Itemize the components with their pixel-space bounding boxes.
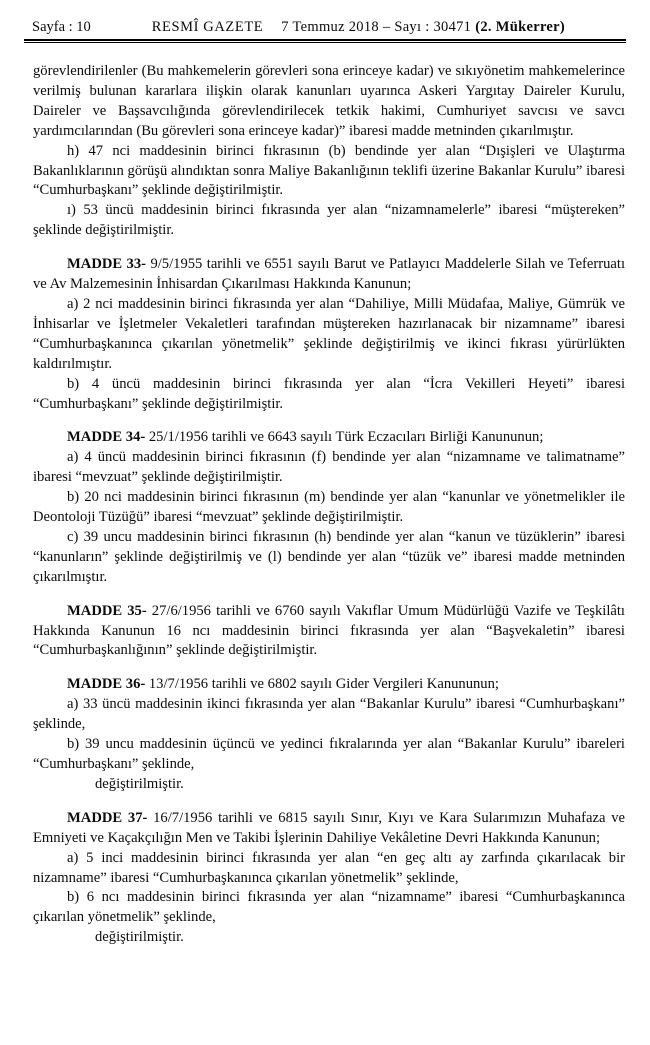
madde-37-label: MADDE 37- xyxy=(67,809,148,826)
gazette-title: RESMÎ GAZETE xyxy=(151,19,264,35)
madde-34-item-b: b) 20 nci maddesinin birinci fıkrasının (m) bendinde yer alan “kanunlar ve yönetmelikler ile Deontoloji Tüzüğü” ibaresi “mevzuat” şeklinde değiştirilmiştir. xyxy=(33,489,625,526)
madde-34-label: MADDE 34- xyxy=(67,429,146,446)
page-running-header xyxy=(24,0,626,34)
madde-37-text: 16/7/1956 tarihli ve 6815 sayılı Sınır, Kıyı ve Kara Sularımızın Muhafaza ve Emniyeti ve Kaçakçılığın Men ve Takibi İşlerinin Dahiliye Vekâletine Devri Hakkında Kanunun; xyxy=(33,809,625,846)
spacer xyxy=(33,241,625,255)
madde-36-item-a: a) 33 üncü maddesinin ikinci fıkrasında yer alan “Bakanlar Kurulu” ibaresi “Cumhurbaşkanı” şeklinde, xyxy=(33,696,625,733)
spacer xyxy=(33,588,625,602)
header-row xyxy=(24,20,626,35)
madde-34-text: 25/1/1956 tarihli ve 6643 sayılı Türk Eczacıları Birliği Kanununun; xyxy=(145,429,544,446)
madde-36-label: MADDE 36- xyxy=(67,676,146,693)
spacer xyxy=(33,414,625,428)
madde-36-item-b: b) 39 uncu maddesinin üçüncü ve yedinci fıkralarında yer alan “Bakanlar Kurulu” ibareleri “Cumhurbaşkanı” şeklinde, xyxy=(33,736,625,772)
madde-33-item-b: b) 4 üncü maddesinin birinci fıkrasında yer alan “İcra Vekilleri Heyeti” ibaresi “Cumhurbaşkanı” şeklinde değiştirilmiştir. xyxy=(33,375,625,412)
spacer xyxy=(33,661,625,675)
madde-33-heading xyxy=(33,255,625,295)
madde-36-heading xyxy=(33,675,625,695)
madde-34-heading xyxy=(33,428,625,448)
madde-37-item-b: b) 6 ncı maddesinin birinci fıkrasında yer alan “nizamname” ibaresi “Cumhurbaşkanınca çıkarılan yönetmelik” şeklinde, xyxy=(33,889,625,926)
madde-36-text: 13/7/1956 tarihli ve 6802 sayılı Gider Vergileri Kanununun; xyxy=(145,676,499,693)
body-column xyxy=(33,43,625,948)
madde-34-item-c: c) 39 uncu maddesinin birinci fıkrasının (h) bendinde yer alan “kanun ve tüzüklerin” ibaresi “kanunların” şeklinde değiştirilmiş ve (l) bendinde yer alan “tüzük ve” ibaresi madde metninden çıkarılmıştır. xyxy=(33,528,625,585)
madde-37-item-a: a) 5 inci maddesinin birinci fıkrasında yer alan “en geç altı ay zarfında çıkarılacak bir nizamname” ibaresi “Cumhurbaşkanınca çıkarılan yönetmelik” şeklinde, xyxy=(33,849,625,886)
madde-35-label: MADDE 35- xyxy=(67,602,147,619)
madde-37-closing: değiştirilmiştir. xyxy=(95,929,184,946)
issue-info: 7 Temmuz 2018 – Sayı : 30471 xyxy=(281,19,472,35)
madde-33-text: 9/5/1955 tarihli ve 6551 sayılı Barut ve Patlayıcı Maddelerle Silah ve Teferruatı ve Av Malzemesinin İnhisardan Çıkarılması Hakkında Kanunun; xyxy=(33,256,625,293)
paragraph-continued: görevlendirilenler (Bu mahkemelerin görevleri sona erinceye kadar) ve sıkıyönetim mahkemelerince verilmiş bulunan kararlara ilişkin olarak kanunları uyarınca Askeri Yargıtay Daireler Kurulu, Daireler ve Başsavcılığında görevlendirilecek tetkik hakimi, Cumhuriyet savcısı ve savcı yardımcılarından (Bu görevleri sona erinceye kadar)” ibaresi madde metninden çıkarılmıştır. xyxy=(33,63,625,139)
header-center xyxy=(91,20,626,35)
madde-34-item-a: a) 4 üncü maddesinin birinci fıkrasının (f) bendinde yer alan “nizamname ve talimatname” ibaresi “mevzuat” şeklinde değiştirilmiştir. xyxy=(33,449,625,486)
spacer xyxy=(33,795,625,809)
madde-35-text: 27/6/1956 tarihli ve 6760 sayılı Vakıflar Umum Müdürlüğü Vazife ve Teşkilâtı Hakkında Kanunun 16 ncı maddesinin birinci fıkrasında yer alan “Başvekaletin” ibaresi “Cumhurbaşkanlığının” şeklinde değiştirilmiştir. xyxy=(33,602,625,659)
paragraph-i: ı) 53 üncü maddesinin birinci fıkrasında yer alan “nizamnamelerle” ibaresi “müştereken” şeklinde değiştirilmiştir. xyxy=(33,202,625,239)
madde-36-closing: değiştirilmiştir. xyxy=(95,775,184,792)
madde-35-heading xyxy=(33,602,625,662)
paragraph-h: h) 47 nci maddesinin birinci fıkrasının (b) bendinde yer alan “Dışişleri ve Ulaştırma Bakanlıklarının görüşü alındıktan sonra Maliye Bakanlığının teklifi üzerine Bakanlar Kurulu” ibaresi “Cumhurbaşkanı” şeklinde değiştirilmiştir. xyxy=(33,142,625,199)
page-number-label: Sayfa : 10 xyxy=(32,19,91,35)
mukerrer-label: (2. Mükerrer) xyxy=(475,19,566,35)
madde-37-heading xyxy=(33,809,625,849)
madde-33-label: MADDE 33- xyxy=(67,256,147,273)
madde-33-item-a: a) 2 nci maddesinin birinci fıkrasında yer alan “Dahiliye, Milli Müdafaa, Maliye, Gümrük ve İnhisarlar ve İşletmeler Vekaletleri tarafından müştereken hazırlanacak bir nizamname” ibaresi “Cumhurbaşkanınca çıkarılan yönetmelik” şeklinde değiştirilmiş ve ikinci fıkrası yürürlükten kaldırılmıştır. xyxy=(33,295,625,372)
